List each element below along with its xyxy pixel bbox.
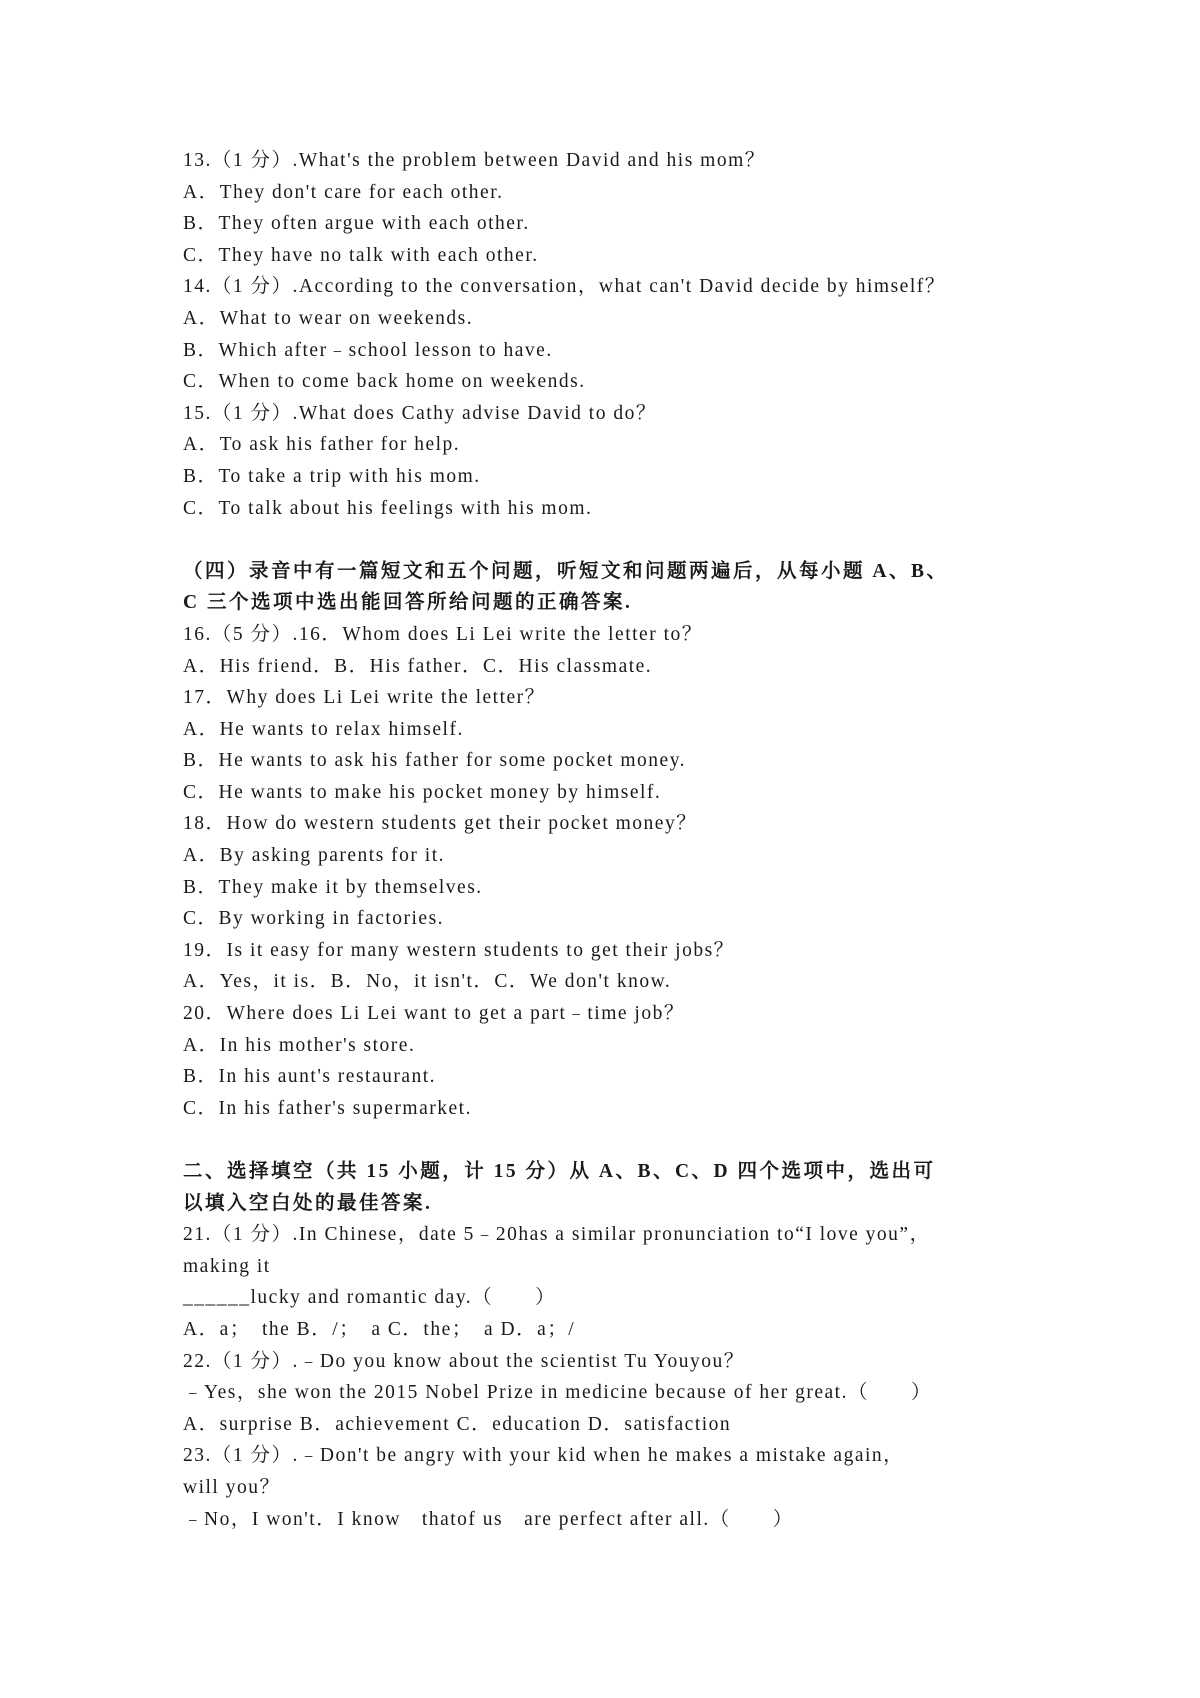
question-16-stem: 16.（5 分）.16．Whom does Li Lei write the letter to？ <box>183 623 703 645</box>
question-22-stem: 22.（1 分）.﹣Do you know about the scientist Tu Youyou？ <box>183 1350 745 1372</box>
option-15-b: B．To take a trip with his mom. <box>183 465 481 487</box>
options-22: A．surprise B．achievement C．education D．satisfaction <box>183 1413 732 1435</box>
option-14-c: C．When to come back home on weekends. <box>183 371 586 393</box>
question-20-stem: 20．Where does Li Lei want to get a part﹣time job？ <box>183 1003 685 1025</box>
question-23-reply: ﹣No，I won't．I know thatof us are perfect after all.（ ） <box>183 1508 794 1530</box>
option-18-c: C．By working in factories. <box>183 908 445 930</box>
question-21-blank: ______lucky and romantic day.（ ） <box>183 1287 557 1309</box>
option-17-a: A．He wants to relax himself. <box>183 718 464 740</box>
section-2-heading-cont: 以填入空白处的最佳答案. <box>183 1192 433 1214</box>
section-4-heading-cont: C 三个选项中选出能回答所给问题的正确答案. <box>183 592 633 614</box>
option-20-b: B．In his aunt's restaurant. <box>183 1066 437 1088</box>
options-16: A．His friend．B．His father．C．His classmate. <box>183 655 653 677</box>
option-18-b: B．They make it by themselves. <box>183 876 483 898</box>
spacer <box>183 1124 1043 1156</box>
options-21: A．a； the B．/； a C．the； a D．a；/ <box>183 1318 576 1340</box>
section-2-heading: 二、选择填空（共 15 小题，计 15 分）从 A、B、C、D 四个选项中，选出可 <box>183 1161 936 1182</box>
options-19: A．Yes，it is．B．No，it isn't．C．We don't know. <box>183 971 672 993</box>
option-13-a: A．They don't care for each other. <box>183 181 504 203</box>
question-23-stem: 23.（1 分）.﹣Don't be angry with your kid when he makes a mistake again， <box>183 1445 905 1467</box>
option-20-a: A．In his mother's store. <box>183 1034 416 1056</box>
question-22-reply: ﹣Yes，she won the 2015 Nobel Prize in medicine because of her great.（ ） <box>183 1382 932 1404</box>
option-14-b: B．Which after﹣school lesson to have. <box>183 339 553 361</box>
option-13-b: B．They often argue with each other. <box>183 213 530 235</box>
option-17-b: B．He wants to ask his father for some pocket money. <box>183 750 687 772</box>
option-13-c: C．They have no talk with each other. <box>183 244 539 266</box>
option-18-a: A．By asking parents for it. <box>183 845 446 867</box>
spacer <box>183 524 1043 556</box>
question-18-stem: 18．How do western students get their pocket money？ <box>183 813 698 835</box>
question-14-stem: 14.（1 分）.According to the conversation，what can't David decide by himself？ <box>183 276 946 298</box>
question-21-stem: 21.（1 分）.In Chinese，date 5﹣20has a similar pronunciation to“I love you”， <box>183 1224 931 1246</box>
question-19-stem: 19．Is it easy for many western students to get their jobs？ <box>183 939 735 961</box>
exam-page <box>183 145 1043 1535</box>
question-15-stem: 15.（1 分）.What does Cathy advise David to do？ <box>183 402 657 424</box>
option-14-a: A．What to wear on weekends. <box>183 307 474 329</box>
option-15-c: C．To talk about his feelings with his mom. <box>183 497 593 519</box>
option-17-c: C．He wants to make his pocket money by himself. <box>183 781 662 803</box>
question-17-stem: 17．Why does Li Lei write the letter？ <box>183 687 546 709</box>
question-21-stem-cont: making it <box>183 1255 271 1277</box>
option-20-c: C．In his father's supermarket. <box>183 1097 472 1119</box>
question-23-stem-cont: will you？ <box>183 1476 281 1498</box>
question-13-stem: 13.（1 分）.What's the problem between David and his mom？ <box>183 150 766 171</box>
section-4-heading: （四）录音中有一篇短文和五个问题，听短文和问题两遍后，从每小题 A、B、 <box>183 560 949 582</box>
option-15-a: A．To ask his father for help. <box>183 434 461 456</box>
